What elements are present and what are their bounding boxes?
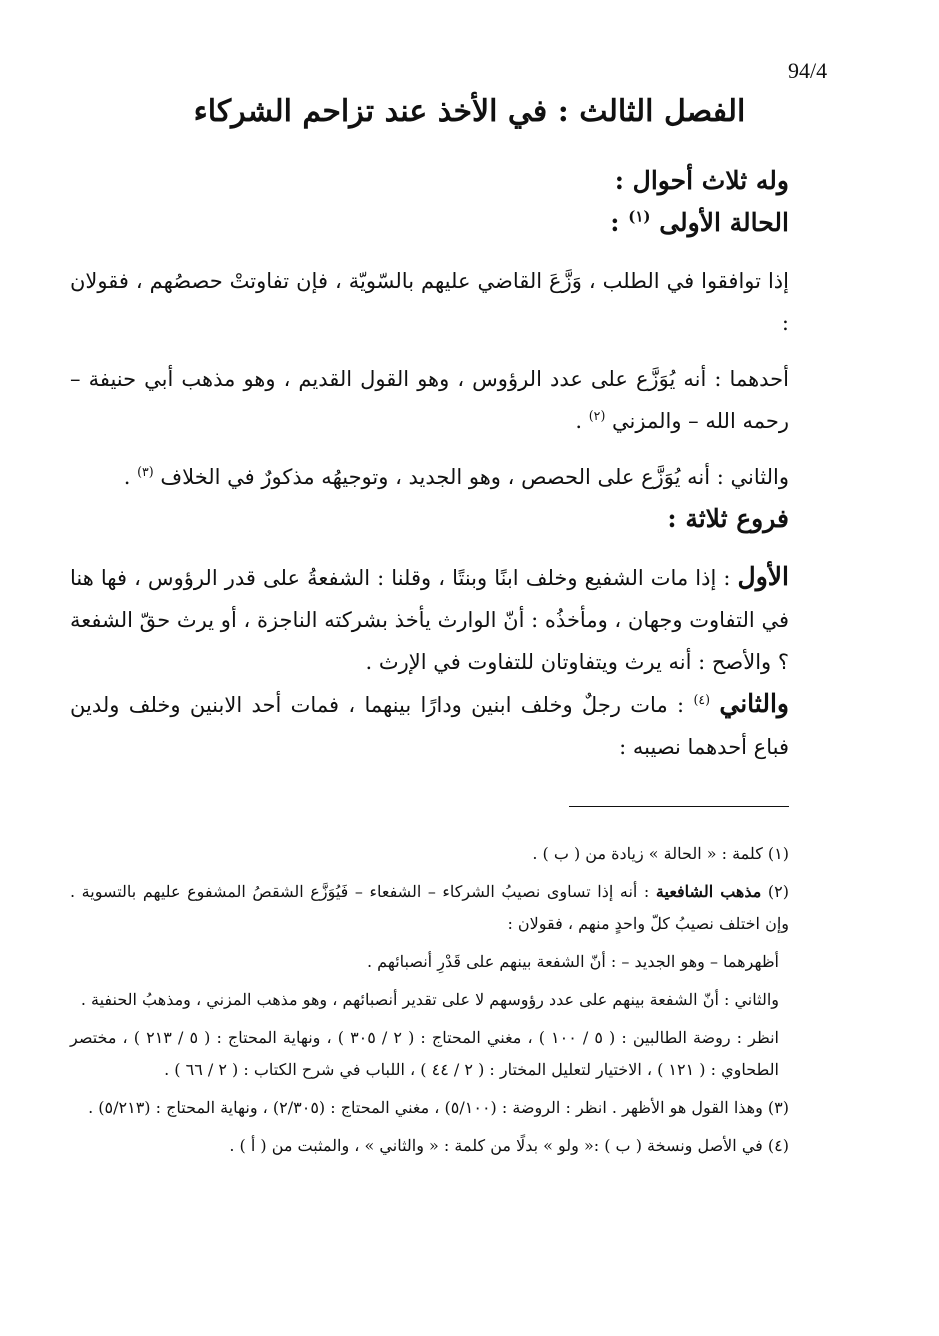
footnote-1: (١) كلمة : « الحالة » زيادة من ( ب ) . bbox=[532, 844, 789, 863]
branch-2-text: : مات رجلٌ وخلف ابنين ودارًا بينهما ، فمات أحد الابنين وخلف ولدين فباع أحدهما نصيبه : bbox=[70, 693, 789, 759]
footnote-ref-3: (٣) bbox=[137, 464, 154, 479]
footnote-2-second-opinion: والثاني : أنّ الشفعة بينهم على عدد رؤوسهم لا على تقدير أنصبائهم ، وهو مذهب المزني ، ومذهبُ الحنفية . bbox=[80, 990, 779, 1009]
case-one-title: الحالة الأولى bbox=[659, 208, 789, 237]
paragraph-2-text: أحدهما : أنه يُوَزَّع على عدد الرؤوس ، وهو القول القديم ، وهو مذهب أبي حنيفة – رحمه الله – والمزني bbox=[70, 367, 789, 433]
paragraph-3-text: والثاني : أنه يُوَزَّع على الحصص ، وهو الجديد ، وتوجيهُه مذكورٌ في الخلاف bbox=[160, 465, 789, 489]
footnote-2-lead: مذهب الشافعية bbox=[655, 882, 762, 901]
footnote-2-number: (٢) bbox=[767, 882, 789, 901]
branches-heading: فروع ثلاثة : bbox=[667, 504, 789, 533]
paragraph-2 bbox=[70, 358, 789, 442]
footnote-ref-1: (١) bbox=[628, 207, 651, 226]
footnote-ref-2: (٢) bbox=[588, 408, 606, 423]
paragraph-3 bbox=[70, 456, 789, 498]
footnote-2-references: انظر : روضة الطالبين : ( ٥ / ١٠٠ ) ، مغني المحتاج : ( ٢ / ٣٠٥ ) ، ونهاية المحتاج : ( ٥ / ٢١٣ ) ، مختصر الطحاوي : ( ١٢١ ) ، الاختيار لتعليل المختار : ( ٢ / ٤٤ ) ، اللباب في شرح الكتاب : ( ٢ / ٦٦ ) . bbox=[70, 1028, 780, 1079]
branch-1 bbox=[70, 556, 789, 683]
case-one-heading bbox=[70, 202, 789, 244]
paragraph-2-end: . bbox=[575, 409, 583, 433]
branch-1-lead: الأول bbox=[737, 562, 789, 591]
page-number: 94/4 bbox=[788, 58, 828, 83]
footnote-ref-4: (٤) bbox=[693, 692, 711, 707]
branch-2-lead: والثاني bbox=[719, 689, 789, 718]
footnote-2-first-opinion: أظهرهما – وهو الجديد – : أنّ الشفعة بينهم على قَدْرِ أنصبائهم . bbox=[367, 952, 779, 971]
footnote-separator bbox=[569, 806, 789, 807]
footnotes bbox=[70, 838, 789, 1168]
footnote-2-text: : أنه إذا تساوى نصيبُ الشركاء – الشفعاء – فَيُوَزَّع الشقصُ المشفوع عليهم بالتسوية . وإن اختلف نصيبُ كلّ واحدٍ منهم ، فقولان : bbox=[70, 882, 789, 933]
intro-heading: وله ثلاث أحوال : bbox=[614, 166, 789, 195]
footnote-3: (٣) وهذا القول هو الأظهر . انظر : الروضة : (٥/١٠٠) ، مغني المحتاج : (٢/٣٠٥) ، ونهاية المحتاج : (٥/٢١٣) . bbox=[88, 1098, 789, 1117]
paragraph-3-end: . bbox=[123, 465, 131, 489]
chapter-title: الفصل الثالث : في الأخذ عند تزاحم الشركاء bbox=[193, 94, 746, 129]
case-one-colon: : bbox=[610, 208, 620, 237]
main-text bbox=[70, 160, 789, 768]
footnote-2 bbox=[70, 876, 789, 940]
paragraph-1: إذا توافقوا في الطلب ، وَزَّعَ القاضي عليهم بالسّويّة ، فإن تفاوتتْ حصصُهم ، فقولان : bbox=[70, 269, 789, 335]
branch-1-text: : إذا مات الشفيع وخلف ابنًا وبنتًا ، وقلنا : الشفعةُ على قدر الرؤوس ، فها هنا في التفاوت وجهان ، ومأخذُه : أنّ الوارث يأخذ بشركته الناجزة ، أو يرث حقّ الشفعة ؟ والأصح : أنه يرث ويتفاوتان للتفاوت في الإرث . bbox=[70, 566, 789, 674]
footnote-4: (٤) في الأصل ونسخة ( ب ) :« ولو » بدلًا من كلمة : « والثاني » ، والمثبت من ( أ ) . bbox=[229, 1136, 789, 1155]
branch-2 bbox=[70, 683, 789, 768]
